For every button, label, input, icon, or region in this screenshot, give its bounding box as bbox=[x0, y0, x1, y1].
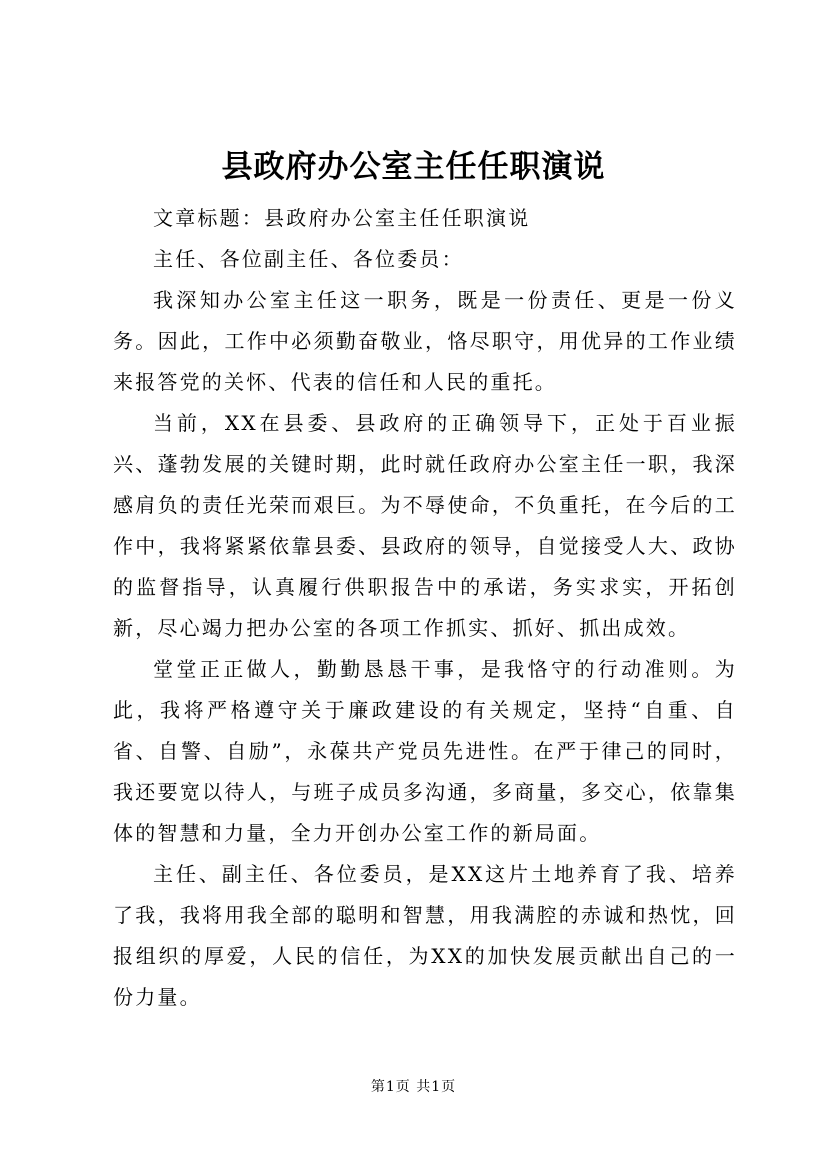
page-number-footer: 第1页 共1页 bbox=[370, 1079, 457, 1095]
paragraph-4: 主任、副主任、各位委员，是XX这片土地养育了我、培养了我，我将用我全部的聪明和智慧，用我满腔的赤诚和热忱，回报组织的厚爱，人民的信任，为XX的加快发展贡献出自己的一份力量。 bbox=[113, 862, 737, 1009]
paragraph-1: 我深知办公室主任这一职务，既是一份责任、更是一份义务。因此，工作中必须勤奋敬业，恪尽职守，用优异的工作业绩来报答党的关怀、代表的信任和人民的重托。 bbox=[113, 288, 737, 394]
document-title: 县政府办公室主任任职演说 bbox=[221, 149, 606, 185]
document-body bbox=[113, 198, 737, 1018]
salutation: 主任、各位副主任、各位委员： bbox=[153, 247, 464, 271]
paragraph-3: 堂堂正正做人，勤勤恳恳干事，是我恪守的行动准则。为此，我将严格遵守关于廉政建设的有关规定，坚持“自重、自省、自警、自励”，永葆共产党员先进性。在严于律己的同时，我还要宽以待人，与班子成员多沟通，多商量，多交心，依靠集体的智慧和力量，全力开创办公室工作的新局面。 bbox=[113, 657, 737, 845]
article-title-line: 文章标题：县政府办公室主任任职演说 bbox=[153, 206, 531, 230]
paragraph-2: 当前，XX在县委、县政府的正确领导下，正处于百业振兴、蓬勃发展的关键时期，此时就任政府办公室主任一职，我深感肩负的责任光荣而艰巨。为不辱使命，不负重托，在今后的工作中，我将紧紧依靠县委、县政府的领导，自觉接受人大、政协的监督指导，认真履行供职报告中的承诺，务实求实，开拓创新，尽心竭力把办公室的各项工作抓实、抓好、抓出成效。 bbox=[113, 411, 737, 640]
